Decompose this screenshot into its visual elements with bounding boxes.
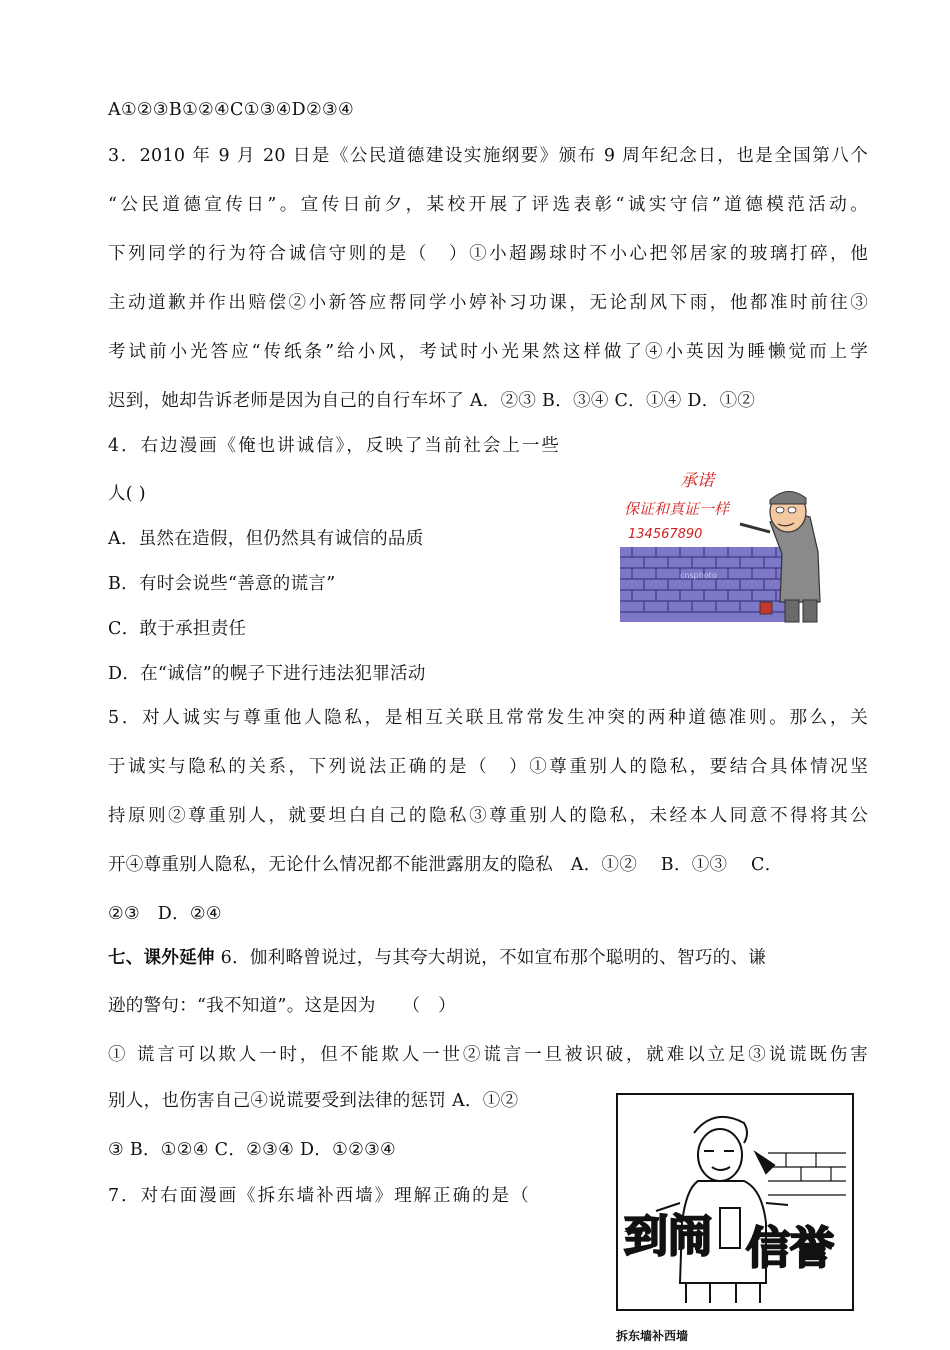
answer-options-q2: A①②③B①②④C①③④D②③④ bbox=[108, 100, 354, 120]
question-5-line-4: 开④尊重别人隐私，无论什么情况都不能泄露朋友的隐私 A．①② B．①③ C． bbox=[108, 855, 783, 875]
question-6-line-4: 别人，也伤害自己④说谎要受到法律的惩罚 A．①② bbox=[108, 1091, 519, 1111]
question-4-option-a: A．虽然在造假，但仍然具有诚信的品质 bbox=[108, 529, 424, 549]
question-6-line-3: ① 谎言可以欺人一时，但不能欺人一世②谎言一旦被识破，就难以立足③说谎既伤害 bbox=[108, 1045, 868, 1065]
sign-left: 到闹 bbox=[624, 1211, 712, 1262]
question-5-line-2: 于诚实与隐私的关系，下列说法正确的是（ ）①尊重别人的隐私，要结合具体情况坚 bbox=[108, 757, 868, 777]
handwriting-number: 134567890 bbox=[628, 527, 703, 542]
watermark: cnsphoto bbox=[680, 571, 717, 580]
question-4-option-d: D．在“诚信”的幌子下进行违法犯罪活动 bbox=[108, 664, 426, 684]
question-3-line-6: 迟到，她却告诉老师是因为自己的自行车坏了 A．②③ B．③④ C．①④ D．①② bbox=[108, 391, 756, 411]
cartoon-caption: 拆东墙补西墙 bbox=[616, 1329, 689, 1343]
question-6-line-5: ③ B．①②④ C．②③④ D．①②③④ bbox=[108, 1140, 397, 1160]
question-4-option-c: C．敢于承担责任 bbox=[108, 619, 247, 639]
question-5-line-5: ②③ D．②④ bbox=[108, 904, 222, 924]
cartoon-rob-peter-pay-paul bbox=[616, 1093, 854, 1311]
handwriting-guarantee: 保证和真证一样 bbox=[624, 500, 730, 518]
question-5-line-3: 持原则②尊重别人，就要坦白自己的隐私③尊重别人的隐私，未经本人同意不得将其公 bbox=[108, 806, 868, 826]
question-4-stem: 4．右边漫画《俺也讲诚信》，反映了当前社会上一些 bbox=[108, 436, 561, 456]
question-5-line-1: 5．对人诚实与尊重他人隐私，是相互关联且常常发生冲突的两种道德准则。那么，关 bbox=[108, 708, 868, 728]
question-4-option-b: B．有时会说些“善意的谎言” bbox=[108, 574, 336, 594]
question-3-line-3: 下列同学的行为符合诚信守则的是（ ）①小超踢球时不小心把邻居家的玻璃打碎，他 bbox=[108, 244, 868, 264]
question-6-line-2: 逊的警句：“我不知道”。这是因为 （ ） bbox=[108, 996, 456, 1016]
apron-pocket bbox=[720, 1208, 740, 1248]
question-3-line-1: 3．2010 年 9 月 20 日是《公民道德建设实施纲要》颁布 9 周年纪念日，也是全国第八个 bbox=[108, 146, 868, 166]
question-3-line-2: “公民道德宣传日”。宣传日前夕，某校开展了评选表彰“诚实守信”道德模范活动。 bbox=[108, 195, 868, 215]
question-3-line-4: 主动道歉并作出赔偿②小新答应帮同学小婷补习功课，无论刮风下雨，他都准时前往③ bbox=[108, 293, 868, 313]
sign-right: 信誉 bbox=[746, 1223, 834, 1274]
section-heading: 七、课外延伸 bbox=[108, 948, 215, 968]
question-6-line-1 bbox=[108, 946, 868, 970]
question-3-line-5: 考试前小光答应“传纸条”给小风，考试时小光果然这样做了④小英因为睡懒觉而上学 bbox=[108, 342, 868, 362]
paint-bucket bbox=[760, 602, 772, 614]
question-7-stem: 7．对右面漫画《拆东墙补西墙》理解正确的是（ bbox=[108, 1186, 531, 1206]
question-4-stem-cont: 人( ) bbox=[108, 484, 146, 504]
handwriting-promise: 承诺 bbox=[680, 471, 714, 491]
question-6-stem: 6．伽利略曾说过，与其夸大胡说，不如宣布那个聪明的、智巧的、谦 bbox=[214, 948, 767, 968]
cartoon-honesty-forger bbox=[620, 462, 862, 624]
